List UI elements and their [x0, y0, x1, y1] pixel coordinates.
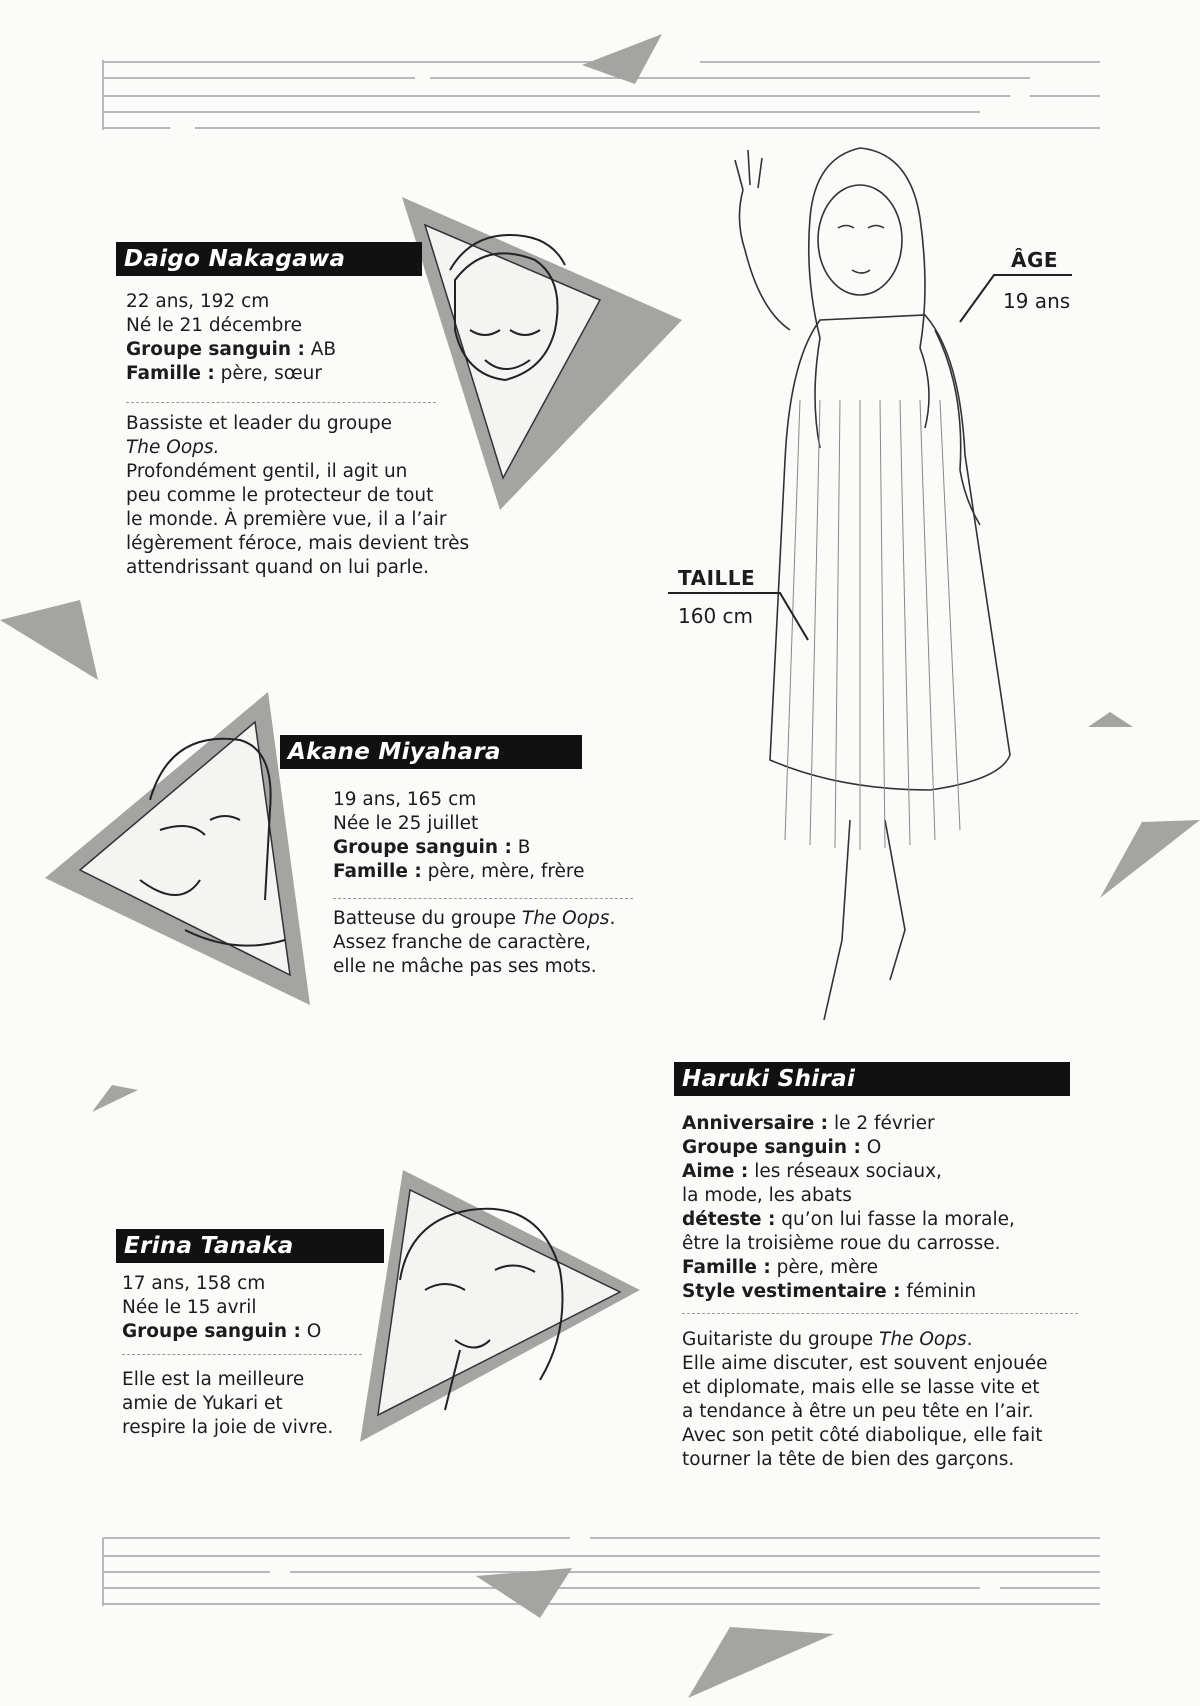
triangle-bottom-2	[688, 1627, 834, 1698]
height-label: TAILLE	[678, 566, 756, 590]
bottom-staff-lines	[103, 1538, 1100, 1606]
age-height: 19 ans, 165 cm	[333, 789, 477, 810]
info-haruki	[682, 1112, 1015, 1304]
figure-haruki	[735, 148, 1010, 1020]
character-name: Erina Tanaka	[124, 1233, 294, 1259]
age-label: ÂGE	[1011, 248, 1059, 272]
name-bar-daigo	[116, 242, 422, 276]
divider-erina	[122, 1354, 362, 1355]
family: Famille : père, mère	[682, 1257, 879, 1278]
blood-type: Groupe sanguin : B	[333, 837, 531, 858]
likes-cont: la mode, les abats	[682, 1185, 852, 1206]
name-bar-akane	[280, 735, 582, 769]
description-haruki: Guitariste du groupe The Oops. Elle aime discuter, est souvent enjouée et diplomate, mais elle se lasse vite et a tendance à être un peu tête en l’air. Avec son petit côté diabolique, elle fait tourner la tête de bien des garçons.	[682, 1329, 1048, 1470]
birthday: Née le 15 avril	[122, 1297, 257, 1318]
character-name: Akane Miyahara	[288, 739, 501, 765]
likes: Aime : les réseaux sociaux,	[682, 1161, 942, 1182]
triangle-top	[582, 34, 662, 84]
birthday: Née le 25 juillet	[333, 813, 479, 834]
family: Famille : père, sœur	[126, 363, 322, 384]
name-bar-erina	[116, 1229, 384, 1263]
triangle-bottom-1	[476, 1568, 572, 1618]
divider-haruki	[682, 1313, 1078, 1314]
triangle-left-2	[92, 1085, 138, 1112]
character-name: Daigo Nakagawa	[124, 246, 346, 272]
character-name: Haruki Shirai	[682, 1066, 856, 1092]
age-value: 19 ans	[1003, 289, 1071, 313]
name-bar-haruki	[674, 1062, 1070, 1096]
triangle-right-2	[1100, 820, 1200, 898]
blood-type: Groupe sanguin : O	[122, 1321, 322, 1342]
portrait-akane	[45, 692, 310, 1005]
birthday: Anniversaire : le 2 février	[682, 1113, 935, 1134]
blood-type: Groupe sanguin : AB	[126, 339, 337, 360]
info-erina	[122, 1272, 321, 1344]
description-erina: Elle est la meilleure amie de Yukari et respire la joie de vivre.	[122, 1369, 334, 1438]
info-akane	[333, 788, 585, 884]
dislikes-cont: être la troisième roue du carrosse.	[682, 1233, 1001, 1254]
clothing-style: Style vestimentaire : féminin	[682, 1281, 977, 1302]
birthday: Né le 21 décembre	[126, 315, 302, 336]
age-height: 22 ans, 192 cm	[126, 291, 270, 312]
triangle-right-1	[1088, 712, 1133, 727]
blood-type: Groupe sanguin : O	[682, 1137, 882, 1158]
triangle-left-1	[0, 600, 98, 680]
height-value: 160 cm	[678, 604, 754, 628]
divider-daigo	[126, 402, 436, 403]
portrait-erina	[360, 1170, 640, 1442]
divider-akane	[333, 898, 633, 899]
family: Famille : père, mère, frère	[333, 861, 585, 882]
info-daigo	[126, 290, 336, 386]
dislikes: déteste : qu’on lui fasse la morale,	[682, 1209, 1015, 1230]
age-height: 17 ans, 158 cm	[122, 1273, 266, 1294]
description-akane: Batteuse du groupe The Oops. Assez franche de caractère, elle ne mâche pas ses mots.	[333, 908, 616, 977]
description-daigo: Bassiste et leader du groupe The Oops. Profondément gentil, il agit un peu comme le protecteur de tout le monde. À première vue, il a l’air légèrement féroce, mais devient très attendrissant quand on lui parle.	[126, 413, 470, 578]
